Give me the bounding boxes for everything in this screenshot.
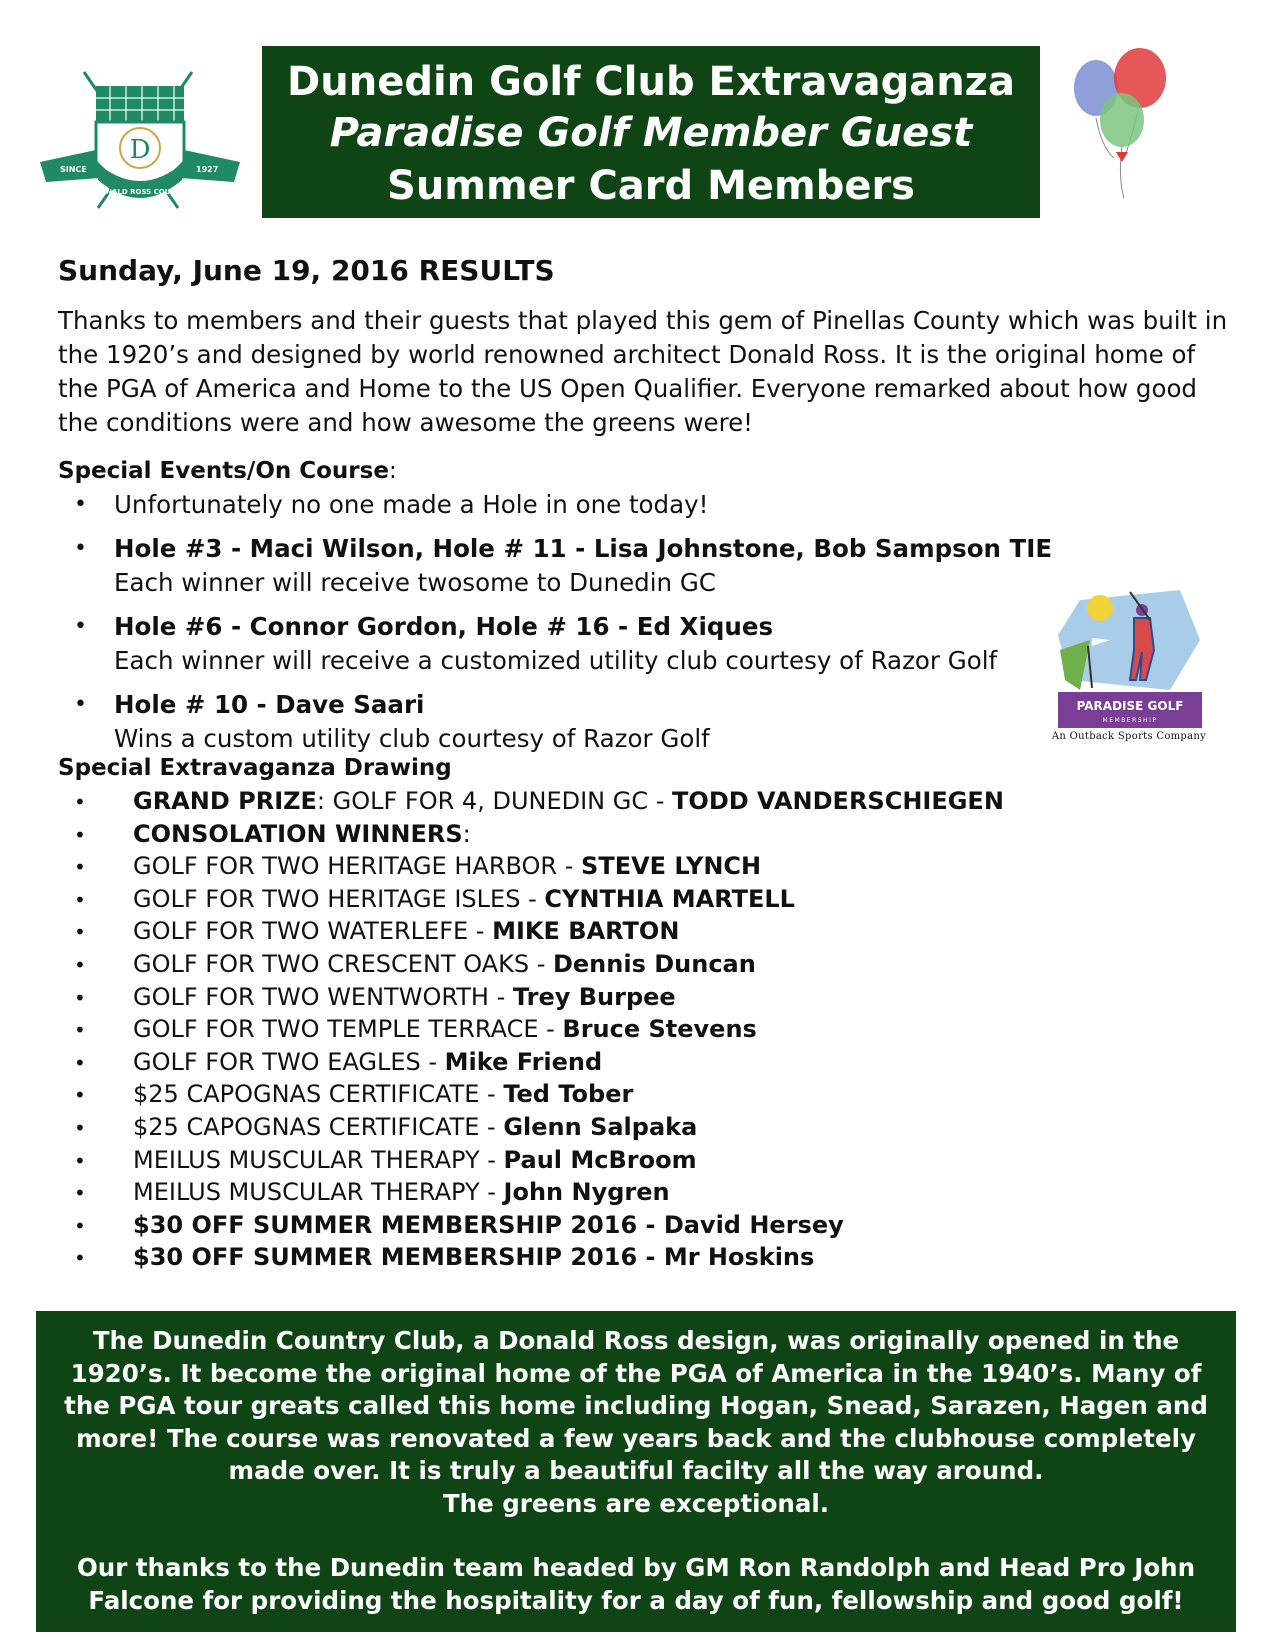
logo-year: 1927 — [196, 165, 219, 174]
list-item: • GOLF FOR TWO WENTWORTH - Trey Burpee — [58, 981, 1004, 1014]
balloons-icon — [1072, 48, 1192, 218]
list-item: • MEILUS MUSCULAR THERAPY - John Nygren — [58, 1176, 1004, 1209]
list-item: • GOLF FOR TWO CRESCENT OAKS - Dennis Duncan — [58, 948, 1004, 981]
logo-since: SINCE — [60, 165, 87, 174]
event-prize: Each winner will receive a customized utility club courtesy of Razor Golf — [114, 646, 998, 675]
event-winners: • Hole # 10 - Dave Saari — [114, 690, 425, 719]
header-subtitle: Paradise Golf Member Guest — [329, 110, 973, 156]
event-prize: Each winner will receive twosome to Dunedin GC — [114, 568, 716, 597]
footer-banner — [36, 1311, 1236, 1632]
event-winners: • Hole #3 - Maci Wilson, Hole # 11 - Lisa Johnstone, Bob Sampson TIE — [114, 534, 1053, 563]
header-tagline: Summer Card Members — [387, 163, 915, 209]
list-item — [58, 532, 1058, 600]
special-events-list — [58, 488, 1058, 766]
list-item: • $30 OFF SUMMER MEMBERSHIP 2016 - Mr Hoskins — [58, 1241, 1004, 1274]
golfer-icon — [1050, 580, 1210, 730]
intro-paragraph: Thanks to members and their guests that played this gem of Pinellas County which was built in the 1920’s and designed by world renowned architect Donald Ross. It is the original home of the PGA of America and Home to the US Open Qualifier. Everyone remarked about how good the conditions were and how awesome the greens were! — [58, 306, 1228, 437]
special-events-heading: Special Events/On Course: — [58, 458, 397, 484]
list-item: • CONSOLATION WINNERS: — [58, 818, 1004, 851]
list-item: • GOLF FOR TWO WATERLEFE - MIKE BARTON — [58, 915, 1004, 948]
list-item: • $30 OFF SUMMER MEMBERSHIP 2016 - David Hersey — [58, 1209, 1004, 1242]
drawing-list — [58, 785, 1004, 1274]
event-prize: Wins a custom utility club courtesy of Razor Golf — [114, 724, 710, 753]
list-item: • $25 CAPOGNAS CERTIFICATE - Glenn Salpaka — [58, 1111, 1004, 1144]
list-item: • GRAND PRIZE: GOLF FOR 4, DUNEDIN GC - TODD VANDERSCHIEGEN — [58, 785, 1004, 818]
list-item: • GOLF FOR TWO TEMPLE TERRACE - Bruce Stevens — [58, 1013, 1004, 1046]
paradise-golf-logo — [1050, 580, 1210, 750]
event-winners: • Hole #6 - Connor Gordon, Hole # 16 - Ed Xiques — [114, 612, 774, 641]
list-item — [58, 688, 1058, 756]
event-text: Unfortunately no one made a Hole in one today! — [114, 490, 709, 519]
dunedin-club-logo — [36, 70, 256, 220]
paradise-golf-sub: MEMBERSHIP — [1102, 717, 1158, 724]
logo-course: DONALD ROSS COURSE — [94, 188, 186, 196]
list-item: • MEILUS MUSCULAR THERAPY - Paul McBroom — [58, 1144, 1004, 1177]
list-item: • GOLF FOR TWO HERITAGE ISLES - CYNTHIA MARTELL — [58, 883, 1004, 916]
paradise-golf-tagline: An Outback Sports Company — [1051, 731, 1207, 742]
list-item: • $25 CAPOGNAS CERTIFICATE - Ted Tober — [58, 1078, 1004, 1111]
header-title: Dunedin Golf Club Extravaganza — [287, 59, 1015, 105]
list-item: • GOLF FOR TWO HERITAGE HARBOR - STEVE LYNCH — [58, 850, 1004, 883]
list-item — [58, 488, 1058, 522]
list-item: • GOLF FOR TWO EAGLES - Mike Friend — [58, 1046, 1004, 1079]
list-item — [58, 610, 1058, 678]
header-banner — [262, 46, 1040, 218]
results-date-heading: Sunday, June 19, 2016 RESULTS — [58, 254, 555, 287]
drawing-heading: Special Extravaganza Drawing — [58, 755, 452, 781]
paradise-golf-name: PARADISE GOLF — [1076, 699, 1184, 713]
footer-paragraph-history: The Dunedin Country Club, a Donald Ross design, was originally opened in the 1920’s. It become the original home of the PGA of America in the 1940’s. Many of the PGA tour greats called this home including Hogan, Snead, Sarazen, Hagen and more! The course was renovated a few years back and the clubhouse completely made over. It is truly a beautiful facilty all the way around. The greens are exceptional. — [64, 1326, 1208, 1518]
footer-paragraph-thanks: Our thanks to the Dunedin team headed by GM Ron Randolph and Head Pro John Falcone for providing the hospitality for a day of fun, fellowship and good golf! — [76, 1553, 1196, 1615]
logo-letter: D — [129, 135, 151, 165]
